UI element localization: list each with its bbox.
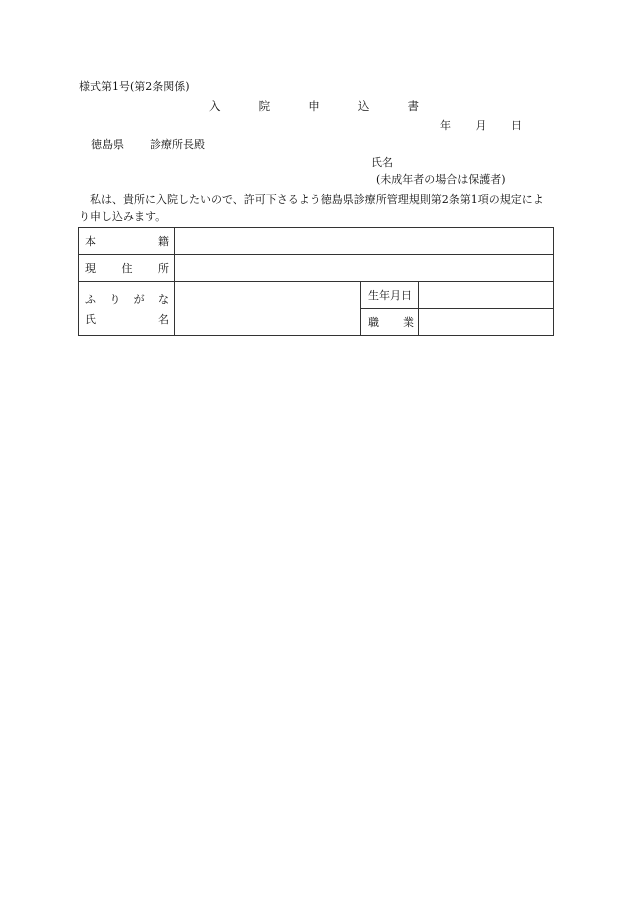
addressee-prefecture: 徳島県 [91, 138, 124, 151]
title-char: 院 [258, 99, 271, 113]
table-row [79, 228, 554, 255]
date-year-label: 年 [440, 119, 451, 132]
birthdate-field[interactable] [419, 282, 554, 309]
address-field[interactable] [175, 255, 554, 282]
addressee-department: 診療所長殿 [150, 138, 205, 151]
guardian-note: (未成年者の場合は保護者) [376, 173, 506, 186]
name-label: 氏 名 [85, 312, 169, 326]
application-statement: 私は、貴所に入院したいので、許可下さるよう徳島県診療所管理規則第2条第1項の規定により申し込みます。 [79, 193, 544, 223]
birthdate-label: 生年月日 [361, 282, 419, 309]
date-day-label: 日 [511, 119, 522, 132]
table-row [79, 282, 554, 309]
address-label: 現 住 所 [79, 255, 175, 282]
occupation-field[interactable] [419, 309, 554, 336]
honseki-label: 本 籍 [79, 228, 175, 255]
furigana-label: ふ り が な [85, 292, 169, 306]
applicant-name-label: 氏名 [371, 156, 393, 169]
date-line [440, 119, 522, 133]
title-char: 込 [357, 99, 370, 113]
form-number: 様式第1号(第2条関係) [79, 80, 190, 93]
date-month-label: 月 [475, 119, 487, 132]
addressee [91, 138, 205, 152]
name-field[interactable] [175, 282, 361, 336]
title-char: 入 [209, 99, 221, 113]
table-row [79, 255, 554, 282]
application-table [78, 227, 554, 336]
furigana-name-label [79, 282, 175, 336]
title-char: 書 [407, 99, 419, 113]
honseki-field[interactable] [175, 228, 554, 255]
form-title [209, 99, 419, 113]
title-char: 申 [308, 99, 320, 113]
occupation-label: 職 業 [361, 309, 419, 336]
